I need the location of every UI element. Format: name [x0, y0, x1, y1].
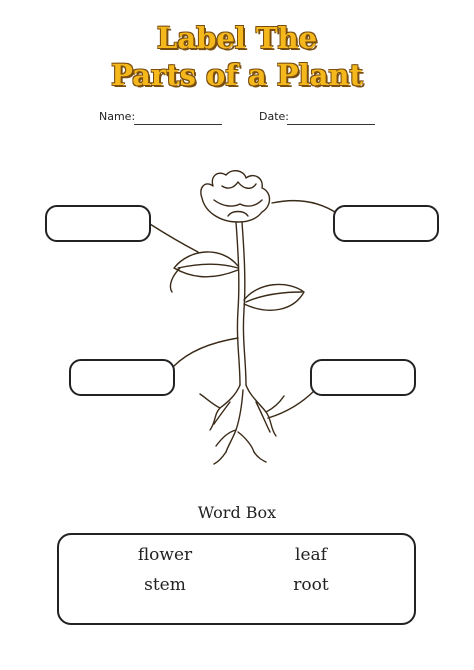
flower-outline	[201, 171, 270, 222]
label-box-root[interactable]	[310, 359, 416, 396]
word-flower: flower	[137, 545, 193, 565]
date-label: Date:	[259, 110, 289, 123]
connector-flower	[272, 201, 338, 214]
leaf-right	[244, 284, 304, 310]
word-leaf: leaf	[295, 545, 327, 565]
word-box	[57, 533, 416, 625]
connector-leaf	[150, 224, 198, 252]
word-box-title: Word Box	[197, 503, 277, 522]
word-root: root	[293, 575, 329, 595]
stem-outline	[236, 222, 240, 385]
word-stem: stem	[144, 575, 186, 595]
worksheet-title-line-1: Label The	[156, 21, 318, 55]
label-box-stem[interactable]	[69, 359, 175, 396]
connector-stem	[174, 338, 238, 366]
worksheet-title-line-2: Parts of a Plant	[111, 58, 363, 92]
label-box-flower[interactable]	[333, 205, 439, 242]
connector-root	[268, 390, 315, 418]
label-box-leaf[interactable]	[45, 205, 151, 242]
name-label: Name:	[99, 110, 136, 123]
